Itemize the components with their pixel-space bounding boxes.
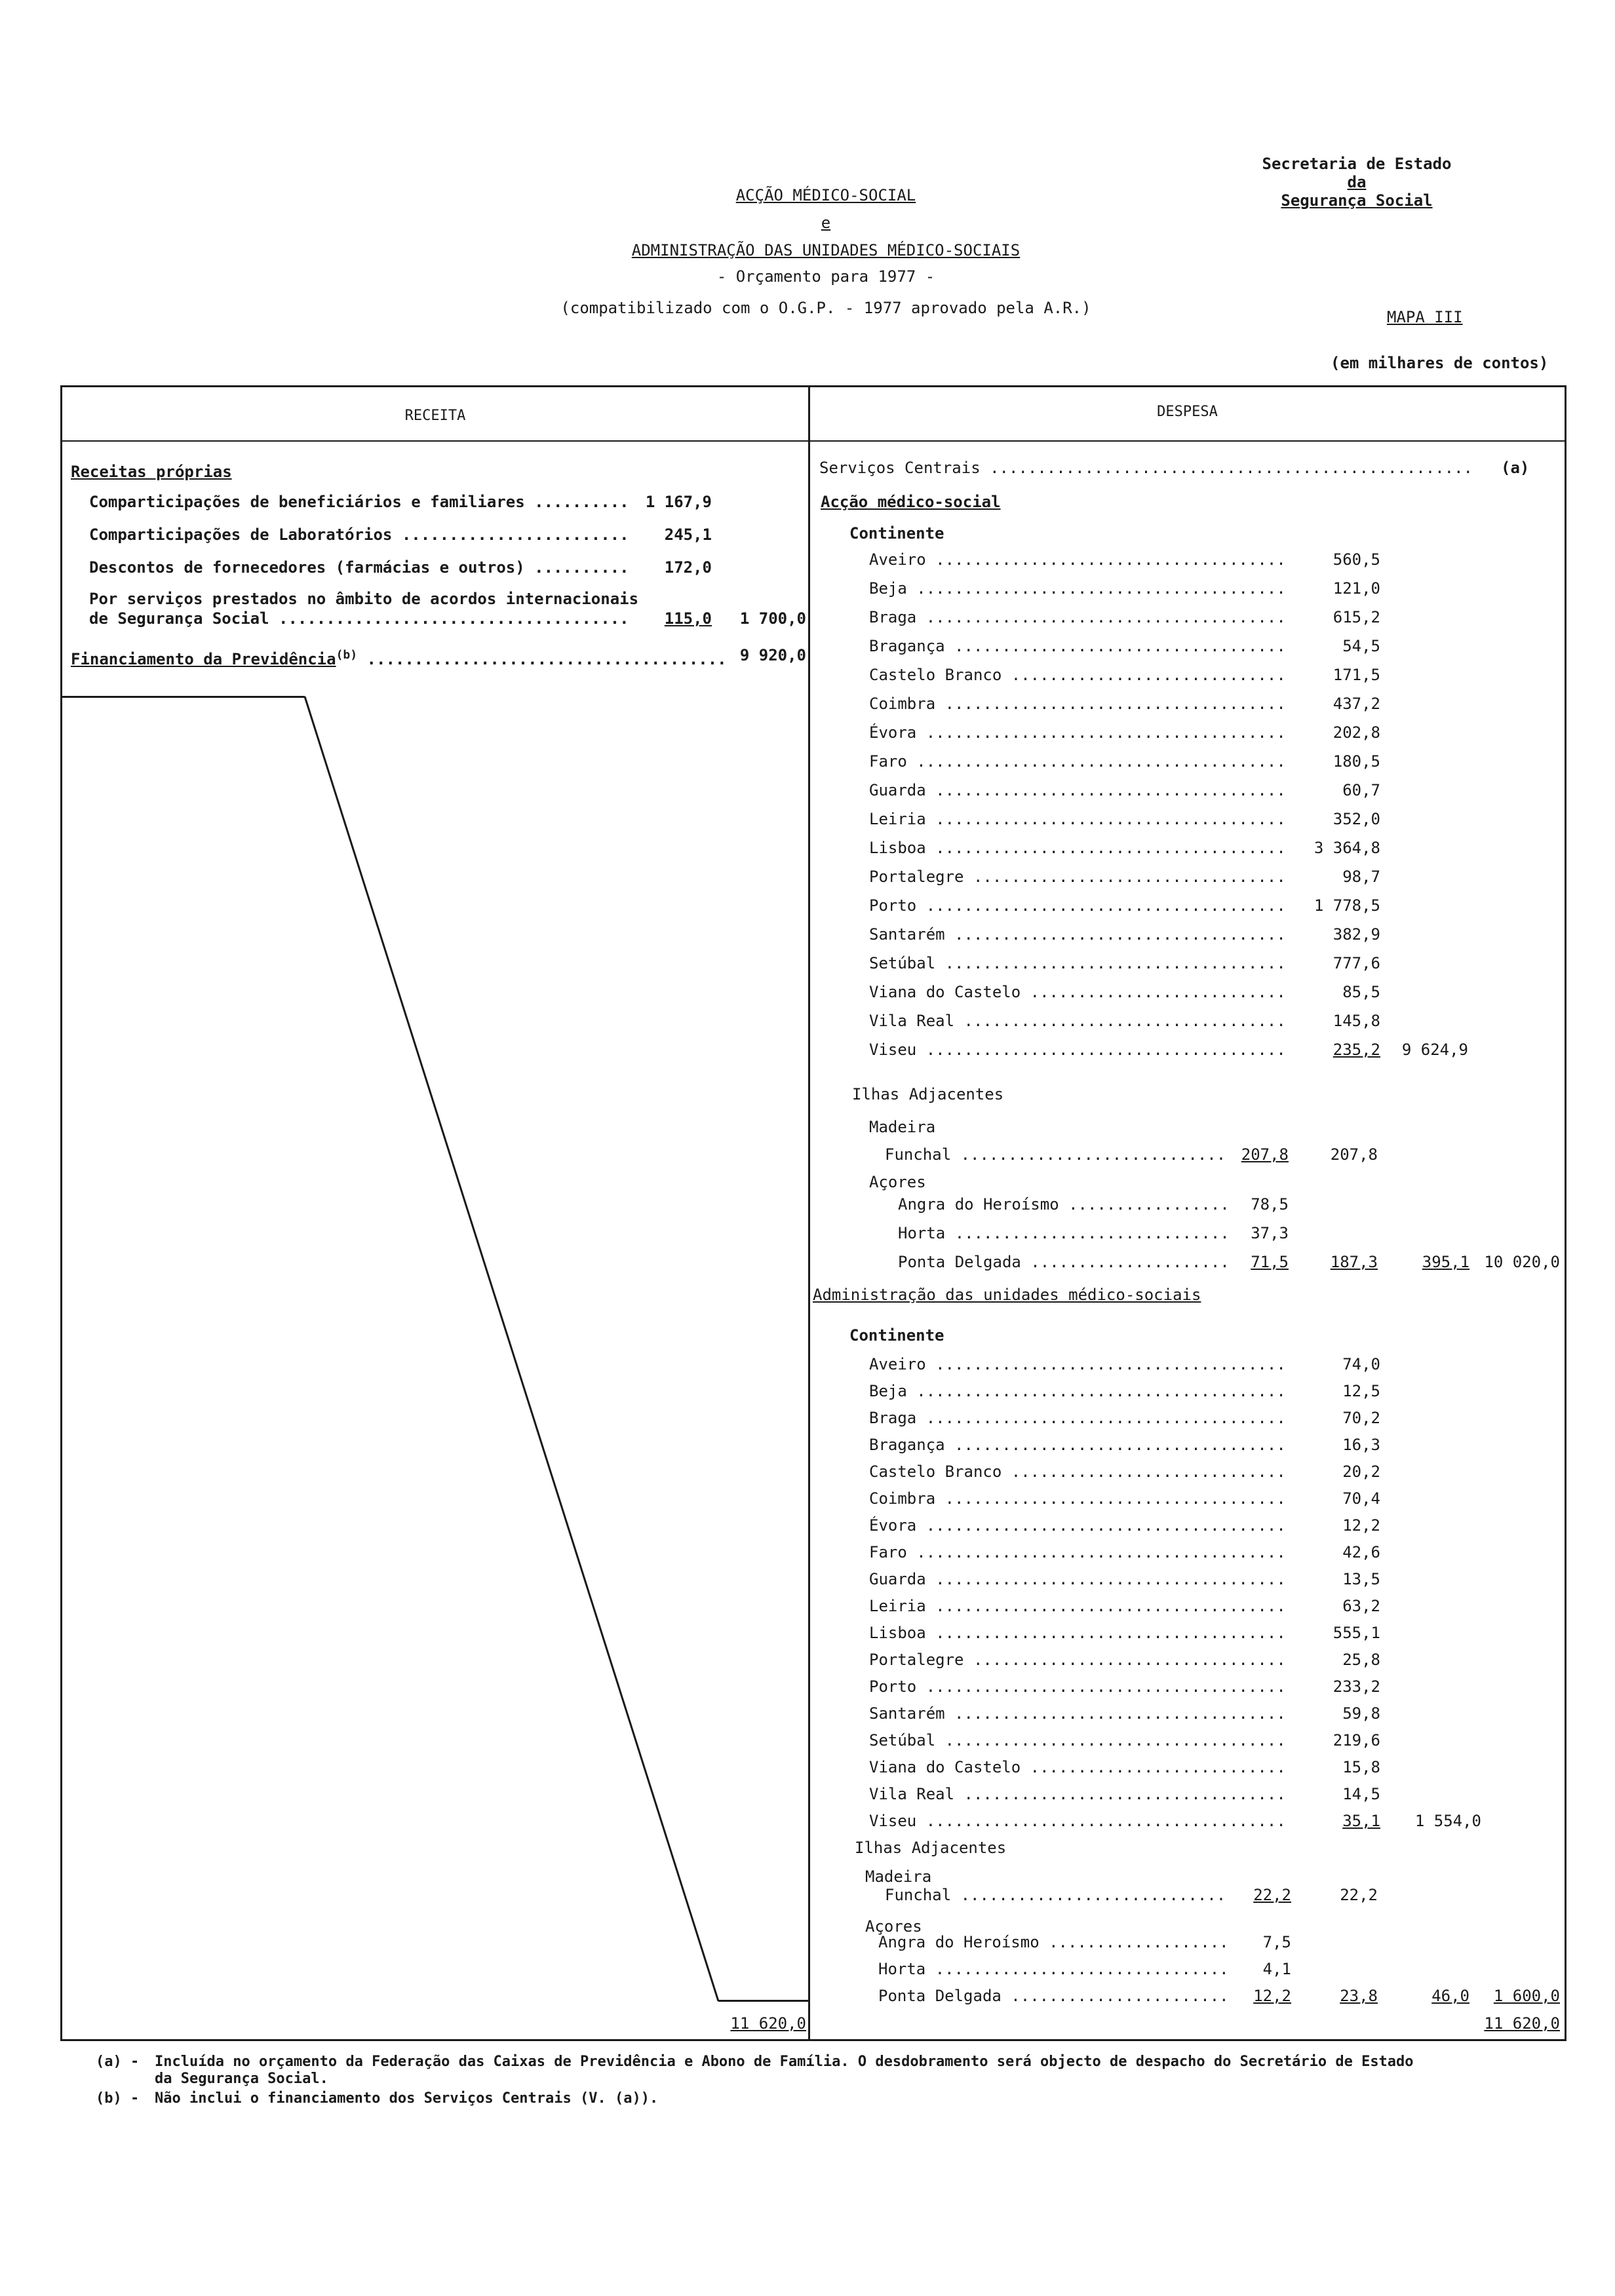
admin-acores-subtotal: 23,8 <box>1340 1987 1378 2005</box>
accao-district-value: 121,0 <box>1333 579 1380 598</box>
accao-district-label: Guarda ..... <box>869 781 1289 799</box>
servicos-centrais-note: (a) <box>1501 459 1530 477</box>
admin-district-value: 70,2 <box>1342 1409 1380 1427</box>
accao-district-label: Aveiro ..... <box>869 550 1289 569</box>
accao-district-value: 171,5 <box>1333 666 1380 684</box>
admin-district <box>869 1758 1380 1778</box>
admin-district-label: Viseu ..... <box>869 1812 1289 1830</box>
admin-district <box>869 1677 1380 1697</box>
admin-district-value: 35,1 <box>1342 1812 1380 1830</box>
admin-district-label: Évora ..... <box>869 1516 1289 1535</box>
accao-district-label: Beja ..... <box>869 579 1289 598</box>
admin-district <box>869 1516 1380 1536</box>
accao-district <box>869 666 1380 685</box>
accao-district <box>869 868 1380 887</box>
admin-district-label: Santarém ..... <box>869 1704 1289 1723</box>
admin-district-value: 12,2 <box>1342 1516 1380 1535</box>
accao-district-label: Viana do Castelo ..... <box>869 983 1289 1001</box>
servicos-centrais-row <box>819 459 1534 478</box>
accao-acores-item-value: 78,5 <box>1251 1195 1289 1214</box>
admin-acores-item <box>878 1960 1291 1980</box>
accao-acores-item-label: Horta ..... <box>898 1224 1226 1242</box>
admin-acores-item-value: 4,1 <box>1262 1960 1291 1978</box>
admin-funchal-label: Funchal ..... <box>885 1886 1226 1904</box>
accao-district-total: 9 624,9 <box>1401 1041 1468 1059</box>
accao-district-value: 235,2 <box>1333 1041 1380 1059</box>
admin-district-label: Bragança ..... <box>869 1436 1289 1454</box>
accao-funchal-label: Funchal ..... <box>885 1145 1226 1164</box>
accao-district <box>869 839 1380 858</box>
accao-acores-item-value: 37,3 <box>1251 1224 1289 1242</box>
admin-district-label: Viana do Castelo ..... <box>869 1758 1289 1776</box>
despesa-header: DESPESA <box>1157 404 1218 420</box>
admin-acores-item <box>878 1933 1291 1953</box>
accao-district-label: Évora ..... <box>869 723 1289 742</box>
accao-district-value: 54,5 <box>1342 637 1380 655</box>
accao-district-label: Bragança ..... <box>869 637 1289 655</box>
admin-district <box>869 1463 1380 1482</box>
accao-district-value: 437,2 <box>1333 695 1380 713</box>
receita-acordos-line1: Por serviços prestados no âmbito de acordos internacionais <box>89 590 639 608</box>
accao-district <box>869 637 1380 657</box>
admin-district-label: Aveiro ..... <box>869 1355 1289 1373</box>
receita-header: RECEITA <box>404 408 466 424</box>
admin-district <box>869 1812 1380 1831</box>
accao-district-label: Setúbal ..... <box>869 954 1289 972</box>
admin-title: Administração das unidades médico-sociais <box>813 1286 1201 1304</box>
admin-acores-item-value: 12,2 <box>1253 1987 1291 2005</box>
receitas-proprias-title: Receitas próprias <box>71 463 232 481</box>
admin-district <box>869 1704 1380 1724</box>
accao-acores-item <box>898 1253 1289 1272</box>
accao-district <box>869 954 1380 974</box>
admin-madeira-label: Madeira <box>865 1867 932 1886</box>
admin-district-label: Portalegre ..... <box>869 1651 1289 1669</box>
admin-district-label: Leiria ..... <box>869 1597 1289 1615</box>
accao-district-value: 615,2 <box>1333 608 1380 626</box>
admin-district <box>869 1382 1380 1402</box>
mapa-label: MAPA III <box>1387 308 1463 326</box>
accao-district <box>869 1041 1380 1060</box>
admin-district-label: Guarda ..... <box>869 1570 1289 1588</box>
accao-district <box>869 1012 1380 1031</box>
accao-acores-item-label: Ponta Delgada ..... <box>898 1253 1226 1271</box>
financiamento-label: Financiamento da Previdência <box>71 650 336 668</box>
footnote-a-text1: Incluída no orçamento da Federação das Caixas de Previdência e Abono de Família. O desdobramento será objecto de despacho do Secretário de Estado <box>155 2054 1414 2070</box>
accao-ilhas-label: Ilhas Adjacentes <box>852 1085 1004 1103</box>
admin-district-total: 1 554,0 <box>1414 1812 1481 1830</box>
admin-total: 1 600,0 <box>1493 1987 1560 2005</box>
financiamento-value: 9 920,0 <box>739 646 806 664</box>
accao-district <box>869 550 1380 570</box>
accao-district <box>869 695 1380 714</box>
accao-district-value: 202,8 <box>1333 723 1380 742</box>
accao-district <box>869 810 1380 830</box>
admin-district-label: Lisboa ..... <box>869 1624 1289 1642</box>
receita-item-label: Comparticipações de Laboratórios ..... <box>89 526 627 544</box>
receita-grand-total: 11 620,0 <box>730 2014 806 2033</box>
receita-item-value: 245,1 <box>664 526 712 544</box>
accao-district-value: 145,8 <box>1333 1012 1380 1030</box>
accao-district-value: 1 778,5 <box>1313 896 1380 915</box>
footnote-a-mark: (a) - <box>96 2054 140 2070</box>
admin-district-value: 219,6 <box>1333 1731 1380 1750</box>
admin-district-value: 14,5 <box>1342 1785 1380 1803</box>
admin-funchal-value: 22,2 <box>1253 1886 1291 1904</box>
accao-title: Acção médico-social <box>821 493 1001 511</box>
admin-district-value: 63,2 <box>1342 1597 1380 1615</box>
accao-district-label: Portalegre ..... <box>869 868 1289 886</box>
admin-district-label: Coimbra ..... <box>869 1489 1289 1508</box>
accao-funchal-row <box>885 1145 1289 1165</box>
accao-total: 10 020,0 <box>1484 1253 1560 1271</box>
admin-district-value: 15,8 <box>1342 1758 1380 1776</box>
admin-district-value: 25,8 <box>1342 1651 1380 1669</box>
accao-district-label: Faro ..... <box>869 752 1289 771</box>
admin-acores-item <box>878 1987 1291 2006</box>
accao-acores-subtotal: 187,3 <box>1330 1253 1378 1271</box>
title-amp: e <box>821 214 831 232</box>
admin-district-value: 20,2 <box>1342 1463 1380 1481</box>
admin-district <box>869 1651 1380 1670</box>
accao-district-value: 98,7 <box>1342 868 1380 886</box>
admin-district-value: 12,5 <box>1342 1382 1380 1400</box>
servicos-centrais-label: Serviços Centrais ..... <box>819 459 1475 477</box>
admin-district <box>869 1731 1380 1751</box>
admin-ilhas-label: Ilhas Adjacentes <box>855 1839 1007 1857</box>
accao-acores-label: Açores <box>869 1173 926 1191</box>
accao-district-value: 560,5 <box>1333 550 1380 569</box>
admin-district-value: 59,8 <box>1342 1704 1380 1723</box>
accao-district <box>869 752 1380 772</box>
financiamento-note: (b) <box>336 648 358 662</box>
admin-district <box>869 1489 1380 1509</box>
units-label: (em milhares de contos) <box>1331 354 1549 372</box>
receita-item-label: Descontos de fornecedores (farmácias e outros) ..... <box>89 558 627 577</box>
footnote-a-text2: da Segurança Social. <box>155 2071 328 2087</box>
accao-district <box>869 983 1380 1003</box>
accao-district-value: 85,5 <box>1342 983 1380 1001</box>
admin-district-value: 70,4 <box>1342 1489 1380 1508</box>
admin-district-value: 233,2 <box>1333 1677 1380 1696</box>
accao-district <box>869 723 1380 743</box>
admin-district <box>869 1570 1380 1590</box>
footnote-b-mark: (b) - <box>96 2090 140 2107</box>
accao-acores-item-value: 71,5 <box>1251 1253 1289 1271</box>
accao-acores-item <box>898 1224 1289 1244</box>
accao-district-label: Vila Real ..... <box>869 1012 1289 1030</box>
admin-acores-item-label: Angra do Heroísmo ..... <box>878 1933 1232 1951</box>
accao-district-value: 3 364,8 <box>1313 839 1380 857</box>
admin-acores-item-value: 7,5 <box>1262 1933 1291 1951</box>
accao-acores-item <box>898 1195 1289 1215</box>
admin-district <box>869 1785 1380 1805</box>
receita-acordos-label: de Segurança Social ..... <box>89 609 627 628</box>
admin-district <box>869 1409 1380 1428</box>
title-compatibilizado: (compatibilizado com o O.G.P. - 1977 aprovado pela A.R.) <box>560 299 1091 317</box>
admin-ilhas-total: 46,0 <box>1431 1987 1469 2005</box>
title-administracao: ADMINISTRAÇÃO DAS UNIDADES MÉDICO-SOCIAIS <box>631 241 1021 259</box>
accao-district-label: Lisboa ..... <box>869 839 1289 857</box>
accao-district <box>869 925 1380 945</box>
admin-district-value: 16,3 <box>1342 1436 1380 1454</box>
accao-district-value: 180,5 <box>1333 752 1380 771</box>
admin-district <box>869 1355 1380 1375</box>
accao-district-value: 777,6 <box>1333 954 1380 972</box>
accao-district-label: Porto ..... <box>869 896 1289 915</box>
receita-item-value: 1 167,9 <box>645 493 712 511</box>
receita-acordos-value: 115,0 <box>664 609 712 628</box>
admin-funchal-row <box>885 1886 1291 1905</box>
admin-district-label: Braga ..... <box>869 1409 1289 1427</box>
admin-acores-item-label: Ponta Delgada ..... <box>878 1987 1232 2005</box>
accao-ilhas-total: 395,1 <box>1422 1253 1469 1271</box>
receita-proprias-total: 1 700,0 <box>739 609 806 628</box>
accao-district-label: Castelo Branco ..... <box>869 666 1289 684</box>
accao-madeira-label: Madeira <box>869 1118 936 1136</box>
admin-acores-item-label: Horta ..... <box>878 1960 1232 1978</box>
admin-district <box>869 1597 1380 1617</box>
accao-madeira-subtotal: 207,8 <box>1330 1145 1378 1164</box>
admin-district <box>869 1624 1380 1643</box>
accao-district <box>869 896 1380 916</box>
secretaria-line1: Secretaria de Estado <box>1262 155 1452 173</box>
admin-district-value: 555,1 <box>1333 1624 1380 1642</box>
admin-district-value: 13,5 <box>1342 1570 1380 1588</box>
despesa-grand-total: 11 620,0 <box>1484 2014 1560 2033</box>
footnote-b-text: Não inclui o financiamento dos Serviços Centrais (V. (a)). <box>155 2090 659 2107</box>
admin-district-value: 42,6 <box>1342 1543 1380 1561</box>
accao-funchal-value: 207,8 <box>1241 1145 1289 1164</box>
secretaria-line3: Segurança Social <box>1281 191 1433 210</box>
accao-district-value: 60,7 <box>1342 781 1380 799</box>
admin-district-label: Setúbal ..... <box>869 1731 1289 1750</box>
filler-bottom-rule <box>718 2000 809 2002</box>
accao-district <box>869 781 1380 801</box>
receita-item-value: 172,0 <box>664 558 712 577</box>
accao-district-value: 382,9 <box>1333 925 1380 944</box>
admin-district-label: Castelo Branco ..... <box>869 1463 1289 1481</box>
accao-district-label: Braga ..... <box>869 608 1289 626</box>
accao-district-label: Santarém ..... <box>869 925 1289 944</box>
accao-district <box>869 608 1380 628</box>
receita-item-label: Comparticipações de beneficiários e familiares ..... <box>89 493 627 511</box>
title-orcamento: - Orçamento para 1977 - <box>716 267 935 286</box>
admin-district-label: Faro ..... <box>869 1543 1289 1561</box>
admin-continente-label: Continente <box>849 1326 944 1345</box>
accao-acores-item-label: Angra do Heroísmo ..... <box>898 1195 1226 1214</box>
admin-acores-label: Açores <box>865 1917 922 1936</box>
accao-district-label: Leiria ..... <box>869 810 1289 828</box>
admin-district-label: Beja ..... <box>869 1382 1289 1400</box>
admin-district-label: Porto ..... <box>869 1677 1289 1696</box>
title-accao: ACÇÃO MÉDICO-SOCIAL <box>735 186 916 204</box>
accao-district-label: Viseu ..... <box>869 1041 1289 1059</box>
accao-district-value: 352,0 <box>1333 810 1380 828</box>
admin-district <box>869 1436 1380 1455</box>
admin-district-label: Vila Real ..... <box>869 1785 1289 1803</box>
accao-district-label: Coimbra ..... <box>869 695 1289 713</box>
accao-continente-label: Continente <box>849 524 944 543</box>
secretaria-line2: da <box>1347 173 1367 191</box>
admin-district <box>869 1543 1380 1563</box>
accao-district <box>869 579 1380 599</box>
admin-madeira-subtotal: 22,2 <box>1340 1886 1378 1904</box>
admin-district-value: 74,0 <box>1342 1355 1380 1373</box>
